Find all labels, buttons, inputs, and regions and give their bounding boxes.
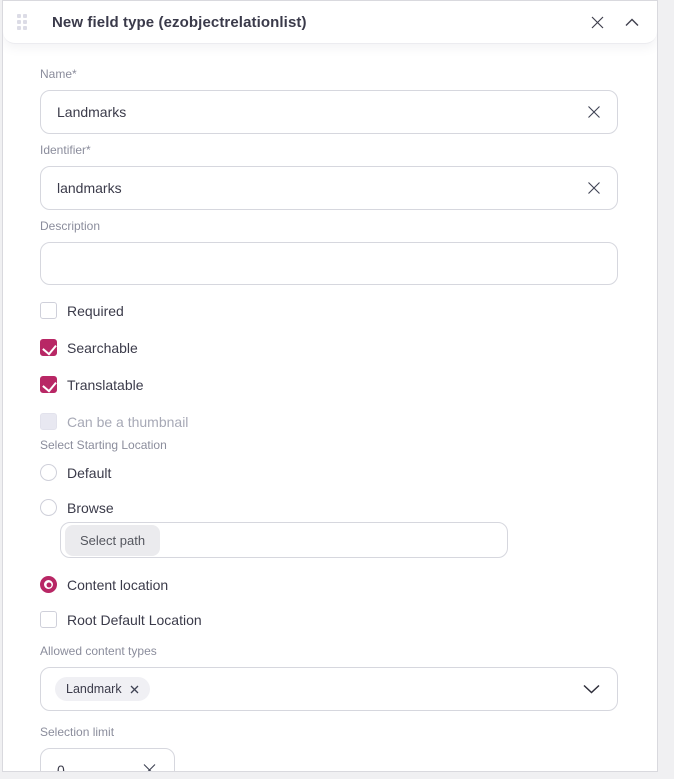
- translatable-checkbox-row[interactable]: [40, 376, 618, 393]
- content-type-tag: [55, 677, 150, 701]
- name-input[interactable]: [40, 90, 618, 134]
- identifier-field-wrap: [40, 166, 618, 210]
- close-icon[interactable]: [588, 13, 607, 32]
- content-type-tag-label: Landmark: [66, 682, 122, 696]
- drag-handle-icon[interactable]: [17, 14, 27, 30]
- default-radio-label: Default: [67, 464, 112, 481]
- name-field-wrap: [40, 90, 618, 134]
- content-location-radio-label: Content location: [67, 576, 169, 593]
- searchable-checkbox-row[interactable]: [40, 339, 618, 356]
- description-input[interactable]: [40, 242, 618, 285]
- browse-radio-row[interactable]: [40, 499, 618, 516]
- browse-radio[interactable]: [40, 499, 57, 516]
- browse-path-box: [60, 522, 508, 558]
- default-radio[interactable]: [40, 464, 57, 481]
- thumbnail-checkbox-row: [40, 413, 618, 430]
- panel-body: [3, 44, 657, 772]
- content-location-radio[interactable]: [40, 576, 57, 593]
- starting-location-label: Select Starting Location: [40, 438, 167, 452]
- allowed-content-types-label: Allowed content types: [40, 644, 157, 658]
- allowed-content-types-select[interactable]: [40, 667, 618, 711]
- name-label: Name*: [40, 67, 77, 81]
- description-label: Description: [40, 219, 101, 233]
- thumbnail-checkbox: [40, 413, 57, 430]
- selection-limit-wrap: [40, 748, 618, 772]
- searchable-label: Searchable: [67, 339, 138, 356]
- browse-radio-label: Browse: [67, 499, 114, 516]
- chevron-down-icon[interactable]: [583, 684, 600, 694]
- identifier-label: Identifier*: [40, 143, 91, 157]
- thumbnail-label: Can be a thumbnail: [67, 413, 189, 430]
- selection-limit-label: Selection limit: [40, 725, 115, 739]
- content-location-radio-row[interactable]: [40, 576, 618, 593]
- required-label: Required: [67, 302, 124, 319]
- select-path-button[interactable]: Select path: [65, 525, 160, 556]
- tag-remove-icon[interactable]: [130, 685, 139, 694]
- field-definition-panel: [2, 0, 658, 772]
- collapse-chevron-up-icon[interactable]: [623, 16, 641, 29]
- root-default-location-label: Root Default Location: [67, 611, 202, 628]
- required-checkbox-row[interactable]: [40, 302, 618, 319]
- required-checkbox[interactable]: [40, 302, 57, 319]
- panel-header: [3, 1, 657, 44]
- default-radio-row[interactable]: [40, 464, 618, 481]
- root-default-location-checkbox[interactable]: [40, 611, 57, 628]
- root-default-location-checkbox-row[interactable]: [40, 611, 618, 628]
- translatable-label: Translatable: [67, 376, 144, 393]
- translatable-checkbox[interactable]: [40, 376, 57, 393]
- name-clear-icon[interactable]: [585, 103, 603, 121]
- identifier-clear-icon[interactable]: [585, 179, 603, 197]
- panel-title: New field type (ezobjectrelationlist): [52, 13, 307, 31]
- selection-limit-clear-icon[interactable]: [140, 761, 159, 773]
- identifier-input[interactable]: [40, 166, 618, 210]
- description-field-wrap: [40, 242, 618, 285]
- searchable-checkbox[interactable]: [40, 339, 57, 356]
